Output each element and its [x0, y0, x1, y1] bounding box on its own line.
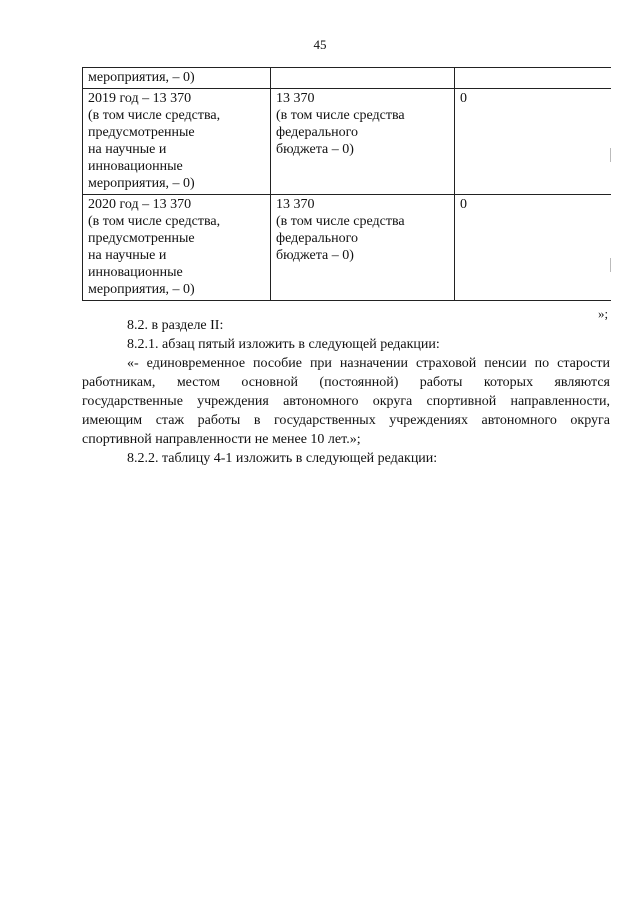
cell-line: бюджета – 0)	[276, 248, 354, 263]
table-row	[83, 68, 611, 89]
scan-edge-mark	[610, 258, 611, 272]
cell-line: (в том числе средства	[276, 214, 405, 229]
budget-table	[82, 67, 611, 301]
document-body	[82, 316, 610, 468]
cell-line: 0	[460, 91, 467, 106]
table-row	[83, 89, 611, 195]
text-line: имеющим стаж работы в государственных учреждениях автономного округа	[82, 413, 610, 428]
paragraph-quote	[82, 354, 610, 449]
cell-line: предусмотренные	[88, 125, 195, 140]
table-cell-federal	[271, 68, 455, 89]
table-cell-other	[455, 68, 611, 89]
cell-line: 13 370	[276, 197, 315, 212]
cell-line: бюджета – 0)	[276, 142, 354, 157]
table-cell-federal	[271, 89, 455, 195]
cell-line: на научные и	[88, 142, 167, 157]
cell-line: (в том числе средства	[276, 108, 405, 123]
text-line: государственные учреждения автономного округа спортивной направленности,	[82, 394, 610, 409]
table-cell-total	[83, 68, 271, 89]
text-line: «- единовременное пособие при назначении страховой пенсии по старости	[127, 356, 610, 371]
text-line: спортивной направленности не менее 10 лет.»;	[82, 432, 361, 447]
table-cell-federal	[271, 195, 455, 301]
cell-line: инновационные	[88, 159, 183, 174]
page-number: 45	[313, 37, 327, 52]
table-row	[83, 195, 611, 301]
paragraph-section: 8.2. в разделе II:	[127, 318, 224, 333]
cell-line: (в том числе средства,	[88, 108, 221, 123]
scan-edge-mark	[610, 148, 611, 162]
cell-line: (в том числе средства,	[88, 214, 221, 229]
cell-line: инновационные	[88, 265, 183, 280]
cell-line: федерального	[276, 231, 359, 246]
paragraph-subsection: 8.2.2. таблицу 4-1 изложить в следующей редакции:	[127, 451, 438, 466]
table-cell-total	[83, 195, 271, 301]
table-closing-mark: »;	[598, 306, 609, 321]
table-cell-total	[83, 89, 271, 195]
cell-line: мероприятия, – 0)	[88, 70, 195, 85]
paragraph-subsection: 8.2.1. абзац пятый изложить в следующей редакции:	[127, 337, 440, 352]
cell-line: 2020 год – 13 370	[88, 197, 192, 212]
table-cell-other	[455, 195, 611, 301]
cell-line: на научные и	[88, 248, 167, 263]
table-cell-other	[455, 89, 611, 195]
cell-line: предусмотренные	[88, 231, 195, 246]
cell-line: мероприятия, – 0)	[88, 176, 195, 191]
cell-line: 2019 год – 13 370	[88, 91, 192, 106]
cell-line: федерального	[276, 125, 359, 140]
cell-line: 13 370	[276, 91, 315, 106]
text-line: работникам, местом основной (постоянной) работы которых являются	[82, 375, 610, 390]
cell-line: 0	[460, 197, 467, 212]
cell-line: мероприятия, – 0)	[88, 282, 195, 297]
